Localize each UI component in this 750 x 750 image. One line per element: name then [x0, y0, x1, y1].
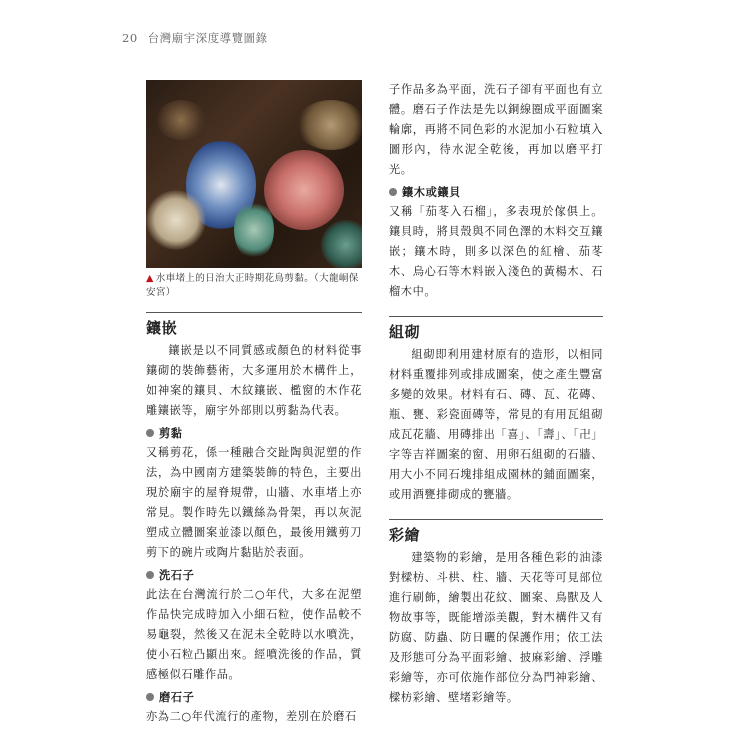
section-title-painting: 彩繪	[389, 519, 603, 546]
bullet-dot-icon	[146, 693, 154, 701]
section-intro-text: 鑲嵌是以不同質感或顏色的材料從事鑲砌的裝飾藝術，大多運用於木構件上，如神案的鑲貝、木紋鑲嵌、檻窗的木作花雕鑲嵌等，廟宇外部則以剪黏為代表。	[146, 344, 362, 417]
photo-caption: ▲ 水車堵上的日治大正時期花鳥剪黏。（大龍峒保安宮）	[146, 273, 359, 298]
section-title-assembly: 組砌	[389, 316, 603, 343]
section-title-inlay: 鑲嵌	[146, 312, 362, 339]
continued-text: 子作品多為平面，洗石子卻有平面也有立體。磨石子作法是先以銅線圈成平面圖案輪廓，再將不同色彩的水泥加小石粒填入圖形內，待水泥全乾後，再加以磨平打光。	[389, 83, 603, 176]
cut-and-paste-figure-photo	[146, 80, 362, 268]
subheading-cut-paste: 剪黏	[146, 423, 362, 443]
bullet-dot-icon	[389, 188, 397, 196]
subheading-wood-shell-inlay: 鑲木或鑲貝	[389, 182, 603, 202]
subheading-text: 此法在台灣流行於二○年代，大多在泥塑作品快完成時加入小細石粒，使作品較不易龜裂，然後又在泥未全乾時以水噴洗，使小石粒凸顯出來。經噴洗後的作品，質感極似石雕作品。	[146, 588, 362, 681]
subheading-text: 又稱「茄苳入石榴」，多表現於傢俱上。鑲貝時，將貝殼與不同色澤的木料交互鑲嵌；鑲木時，則多以深色的紅檜、茄苳木、烏心石等木料嵌入淺色的黃楊木、石榴木中。	[389, 205, 603, 298]
subheading-text: 亦為二○年代流行的產物，差別在於磨石	[146, 710, 357, 723]
section-text: 建築物的彩繪，是用各種色彩的油漆對樑枋、斗栱、柱、牆、天花等可見部位進行刷飾，繪製出花紋、圖案、鳥獸及人物故事等，既能增添美觀，對木構件又有防腐、防蟲、防日曬的保護作用；依工法及形態可分為平面彩繪、披麻彩繪、浮雕彩繪等，亦可依施作部位分為門神彩繪、樑枋彩繪、壁堵彩繪等。	[389, 551, 603, 704]
running-header	[122, 30, 268, 46]
left-column	[146, 80, 362, 727]
bullet-dot-icon	[146, 429, 154, 437]
right-column	[389, 80, 603, 708]
red-triangle-icon: ▲	[146, 273, 154, 284]
bullet-dot-icon	[146, 571, 154, 579]
subheading-washed-stone: 洗石子	[146, 565, 362, 585]
subheading-text: 又稱剪花，係一種融合交趾陶與泥塑的作法，為中國南方建築裝飾的特色，主要出現於廟宇的屋脊規帶，山牆、水車堵上亦常見。製作時先以鐵絲為骨架，再以灰泥塑成立體圖案並漆以顏色，最後用鐵剪刀剪下的碗片或陶片黏貼於表面。	[146, 446, 362, 559]
page-number: 20	[122, 31, 138, 45]
subheading-terrazzo: 磨石子	[146, 687, 362, 707]
section-text: 組砌即利用建材原有的造形，以相同材料重覆排列或排成圖案，使之產生豐富多變的效果。材料有石、磚、瓦、花磚、瓶、甕、彩瓷面磚等，常見的有用瓦組砌成瓦花牆、用磚排出「喜」、「壽」、「卍」字等吉祥圖案的窗、用卵石組砌的石牆、用大小不同石塊排組成園林的鋪面圖案，或用酒甕排砌成的甕牆。	[389, 348, 603, 501]
book-title: 台灣廟宇深度導覽圖錄	[147, 31, 268, 45]
